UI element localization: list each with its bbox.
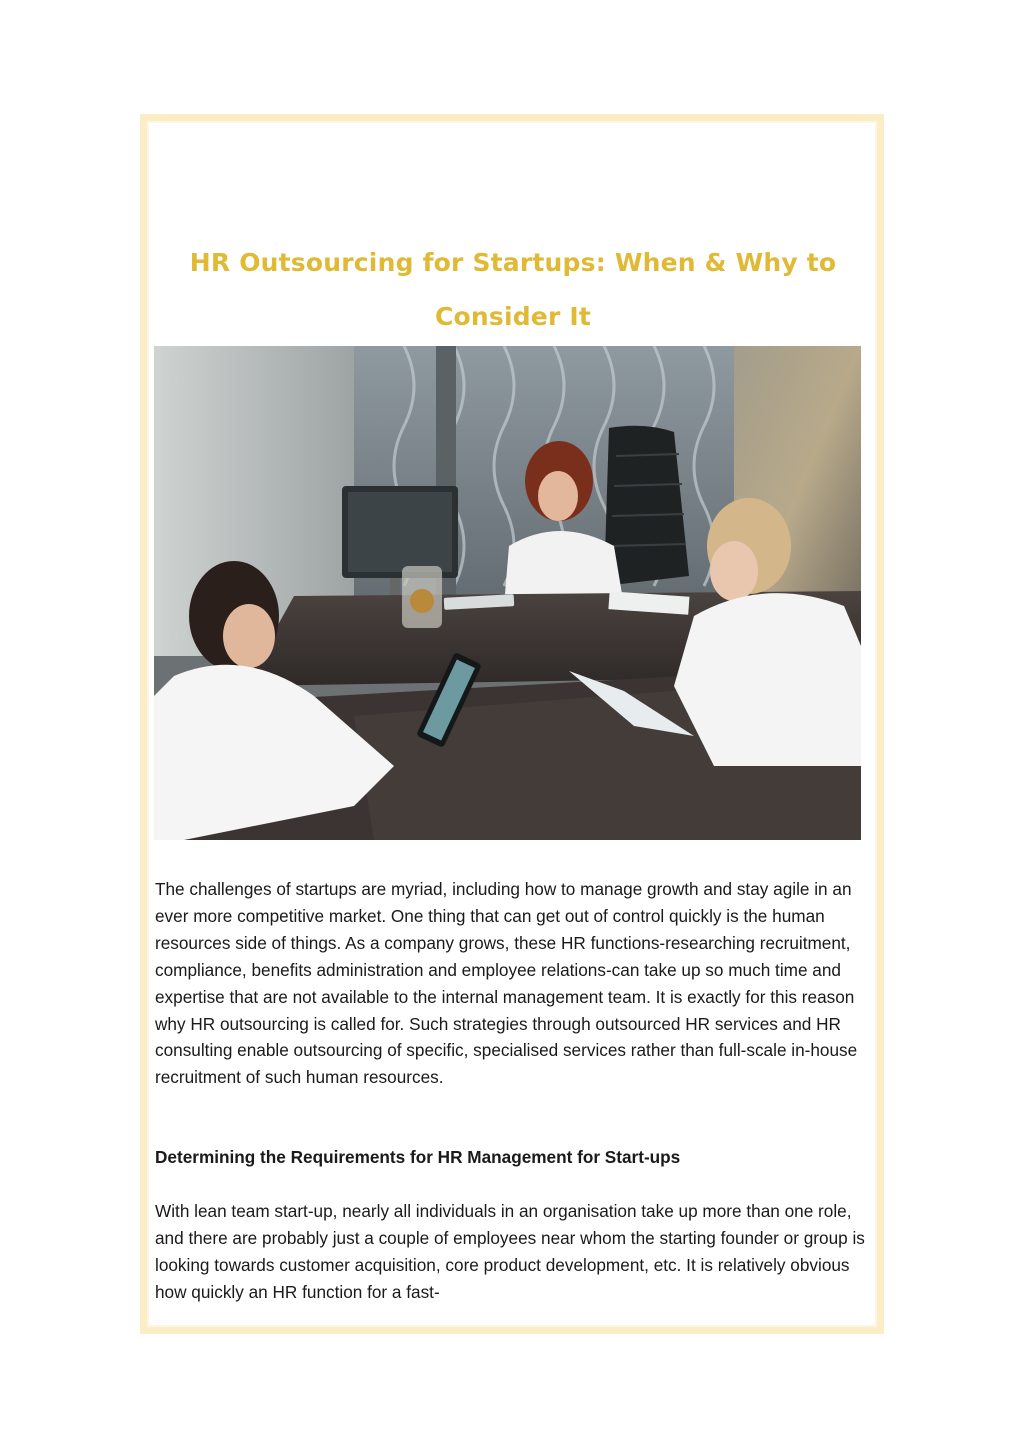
section-heading: Determining the Requirements for HR Management for Start-ups xyxy=(155,1147,681,1167)
intro-paragraph: The challenges of startups are myriad, including how to manage growth and stay agile in an ever more competitive market. One thing that can get out of control quickly is the human resources side of things. As a company grows, these HR functions-researching recruitment, compliance, benefits administration and employee relations-can take up so much time and expertise that are not available to the internal management team. It is exactly for this reason why HR outsourcing is called for. Such strategies through outsourced HR services and HR consulting enable outsourcing of specific, specialised services rather than full-scale in-house recruitment of such human resources. xyxy=(155,879,858,1088)
section-paragraph: With lean team start-up, nearly all individuals in an organisation take up more than one role, and there are probably just a couple of employees near whom the starting founder or group is looking towards customer acquisition, core product development, etc. It is relatively obvious how quickly an HR function for a fast- xyxy=(155,1201,865,1302)
article-title: HR Outsourcing for Startups: When & Why to Consider It xyxy=(189,248,837,331)
hero-image-office-meeting xyxy=(154,346,861,840)
